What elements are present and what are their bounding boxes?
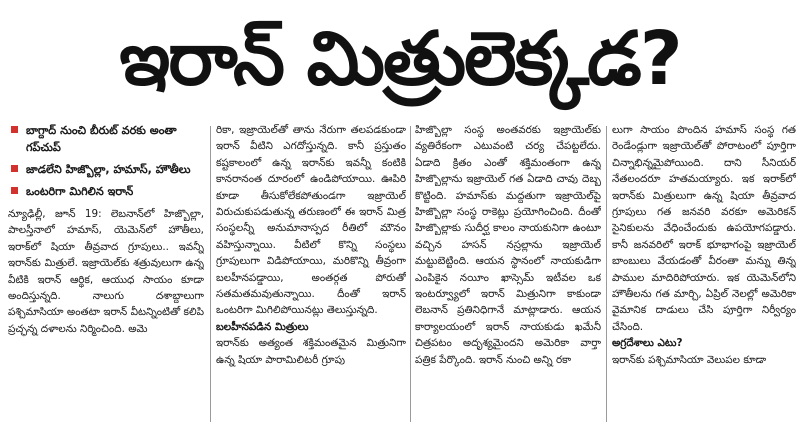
article-body-text: ఇరాన్‌కు పశ్చిమాసియా వెలుపల కూడా [612,353,767,366]
article-body-text: హిజ్బొల్లా సంస్థ అంతవరకు ఇజ్రాయెల్‌కు వ్యతిరేకంగా ఎటువంటి చర్య చేపట్టలేదు. ఏడాది క్రితం ఎంతో శక్తిమంతంగా ఉన్న హిజ్బొల్లాను ఇజ్రాయెల్‌ గత ఏడాది చావు దెబ్బ కొట్టింది. హమాస్‌కు మద్దతుగా ఇజ్రాయెల్‌పై హిజ్బొల్లా సంస్థ రాకెట్లు ప్రయోగించింది. దీంతో హిజ్బొల్లాకు సుదీర్ఘ కాలం నాయకునిగా ఉంటూ వచ్చిన హసన్‌ నస్రల్లాను ఇజ్రాయెల్‌ మట్టుబెట్టింది. ఆయన స్థానంలో నాయకుడిగా ఎంపికైన నయీం ఖాస్సెమ్‌ ఇటీవల ఒక ఇంటర్వ్యూలో ఇరాన్‌ మిత్రునిగా కాకుండా లెబనాన్‌ ప్రతినిధిగానే మాట్లాడారు. ఆయన కార్యాలయంలో ఇరాన్‌ నాయకుడు ఖమేనీ చిత్రపటం అదృశ్యమైందని అమెరికా వార్తా పత్రిక పేర్కొంది. ఇరాన్‌ నుంచి అన్ని రకా [415,124,601,366]
red-square-bullet-icon [11,126,18,133]
article-column-2 [216,122,406,424]
section-subheading: అగ్రదేశాలు ఎటు? [612,337,683,350]
column-divider [210,126,211,422]
article-body-text: రికా, ఇజ్రాయెల్‌తో తాను నేరుగా తలపడకుండా ఇరాన్‌ వీటిని ఎగదోస్తున్నది. కానీ ప్రస్తుతం కష్టకాలంలో ఉన్న ఇరాన్‌కు ఇవన్నీ కంటికి కానరానంత దూరంలో ఉండిపోయాయి. ఊపిరి కూడా తీసుకోలేకపోతుండగా ఇజ్రాయెల్‌ విరుచుకుపడుతున్న తరుణంలో ఈ ఇరాన్‌ మిత్ర సంస్థలన్నీ అనుమానాస్పద రీతిలో మౌనం వహిస్తున్నాయి. వీటిలో కొన్ని సంస్థలు గ్రూపులుగా విడిపోయాయి, మరికొన్ని తీవ్రంగా బలహీనపడ్డాయి, అంతర్గత పోరుతో సతమతమవుతున్నాయి. దీంతో ఇరాన్‌ ఒంటరిగా మిగిలిపోయినట్లు తెలుస్తున్నది. [216,124,406,317]
article-column-1 [8,122,204,424]
headline [4,0,796,118]
key-points-list [8,122,204,200]
key-point-text: జాడలేని హిజ్బొల్లా, హమాస్‌, హౌతీలు [26,163,191,176]
column-divider [410,126,411,422]
red-square-bullet-icon [11,187,18,194]
key-point-text: ఒంటరిగా మిగిలిన ఇరాన్‌ [26,185,134,198]
key-point [8,161,204,178]
key-point-text: బాగ్దాద్‌ నుంచి బీరుట్‌ వరకు అంతా గప్‌చుప్‌ [26,124,177,154]
article-column-3 [415,122,601,424]
red-square-bullet-icon [11,165,18,172]
article-body-text: ఇరాన్‌కు అత్యంత శక్తిమంతమైన మిత్రునిగా ఉన్న షియా పారామిలిటరీ గ్రూపు [216,337,406,366]
key-point [8,122,204,156]
article-column-4 [612,122,796,424]
headline-text: ఇరాన్‌ మిత్రులెక్కడ? [119,16,681,102]
column-divider [606,126,607,422]
article-body-text: లుగా సాయం పొందిన హమాస్‌ సంస్థ గత రెండేండ్లుగా ఇజ్రాయెల్‌తో పోరాటంలో పూర్తిగా చిన్నాభిన్నమైపోయింది. దాని సీనియర్‌ నేతలందరూ హతమయ్యారు. ఇక ఇరాక్‌లో ఇరాన్‌కు మిత్రులుగా ఉన్న షియా తీవ్రవాద గ్రూపులు గత జనవరి వరకూ అమెరికన్‌ సైనికులను వేధించేందుకు ఉపయోగపడ్డారు. కానీ జనవరిలో ఇరాక్‌ భూభాగంపై ఇజ్రాయెల్‌ బాంబులు వేయడంతో వీరంతా మన్ను తిన్న పాముల మాదిరిపోయారు. ఇక యెమెన్‌లోని హౌతీలను గత మార్చి, ఏప్రిల్‌ నెలల్లో అమెరికా వైమానిక దాడులు చేసి పూర్తిగా నిర్వీర్యం చేసింది. [612,124,796,333]
key-point [8,183,204,200]
section-subheading: బలహీనపడిన మిత్రులు [216,320,309,333]
article-body-text: న్యూఢిల్లీ, జూన్‌ 19: లెబనాన్‌లో హిజ్బొల్లా, పాలస్తీనాలో హమాస్‌, యెమెన్‌లో హౌతీలు, ఇరాక్‌లో షియా తీవ్రవాద గ్రూపులు.. ఇవన్నీ ఇరాన్‌కు మిత్రులే. ఇజ్రాయెల్‌కు శత్రువులుగా ఉన్న వీటికి ఇరాన్‌ ఆర్థిక, ఆయుధ సాయం కూడా అందిస్తున్నది. నాలుగు దశాబ్దాలుగా పశ్చిమాసియా అంతటా ఇరాన్‌ వీటన్నింటితో కలిపి ప్రచ్ఛన్న దళాలను నిర్మించింది. అమె [8,208,204,335]
